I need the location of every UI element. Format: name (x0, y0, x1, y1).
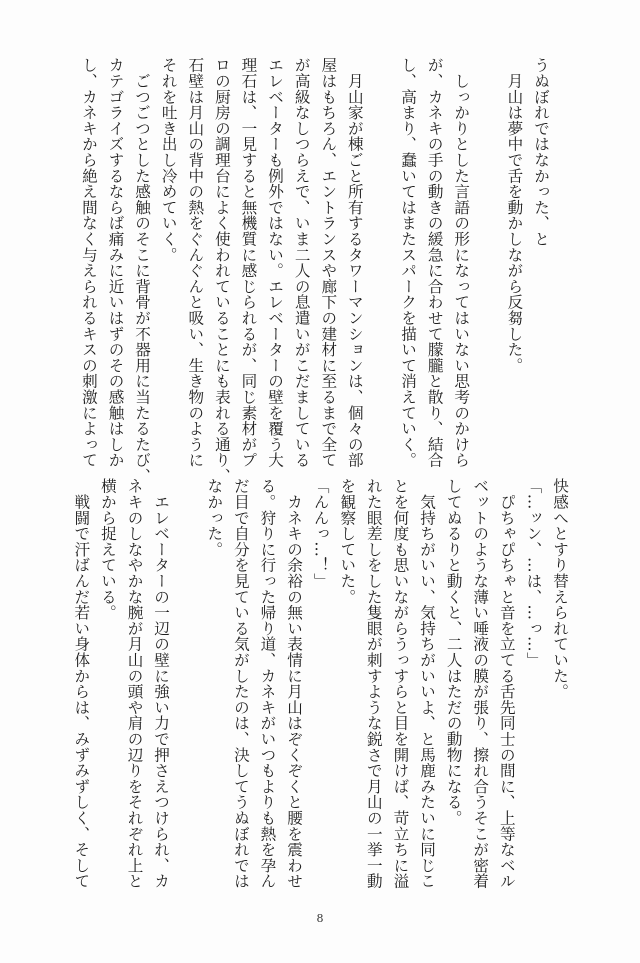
text-block-bottom (68, 478, 573, 889)
text-line: る。狩りに行った帰り道、カネキがいつもよりも熱を孕ん (258, 478, 277, 889)
text-line: が高級なしつらえで、いま二人の息遣いがこだましている (292, 57, 311, 468)
text-line: エレベーターの一辺の壁に強い力で押さえつけられ、カ (152, 478, 171, 889)
text-line: エレベーターも例外ではない。エレベーターの壁を覆う大 (266, 57, 285, 468)
text-line: 「…ッン、…は、…っ…」 (524, 478, 543, 668)
text-line: が、カネキの手の動きの緩急に合わせて朦朧と散り、結合 (425, 57, 444, 468)
text-line: それを吐き出し冷めていく。 (159, 57, 178, 263)
text-line: ロの厨房の調理台によく使われていることにも表れる通り、 (212, 57, 231, 484)
text-line: ベットのような薄い唾液の膜が張り、擦れ合うそこが密着 (471, 478, 490, 889)
text-line: 快感へとすり替えられていた。 (551, 478, 569, 700)
text-line: カネキの余裕の無い表情に月山はぞくぞくと腰を震わせ (285, 478, 304, 889)
text-block-top (75, 57, 554, 484)
text-line (174, 478, 201, 878)
text-line: しっかりとした言語の形になってはいない思考のかけら (452, 57, 471, 468)
text-line: 気持ちがいい、気持ちがいいよ、と馬鹿みたいに同じこ (418, 478, 437, 889)
text-line (368, 57, 395, 457)
text-line: 屋はもちろん、エントランスや廊下の建材に至るまで全て (319, 57, 338, 468)
page-number: 8 (316, 912, 324, 925)
text-line: し、高まり、蠢いてはまたスパークを描いて消えていく。 (399, 57, 418, 468)
text-line: 戦闘で汗ばんだ若い身体からは、みずみずしく、そして (72, 478, 91, 889)
text-line: 「んんっ…！」 (311, 478, 330, 589)
text-line: ネキのしなやかな腕が月山の頭や肩の辺りをそれぞれ上と (125, 478, 144, 889)
text-line: してぬるりと動くと、二人はただの動物になる。 (444, 478, 463, 826)
text-line: 理石は、一見すると無機質に感じられるが、同じ素材がプ (239, 57, 258, 468)
text-line: うぬぼれではなかった、と (532, 57, 550, 247)
text-line: だ目で自分を見ている気がしたのは、決してうぬぼれでは (231, 478, 250, 889)
text-line: ごつごつとした感触のそこに背骨が不器用に当たるたび、 (133, 57, 152, 484)
text-line (474, 57, 501, 457)
text-line: 月山は夢中で舌を動かしながら反芻した。 (505, 57, 524, 373)
text-line: れた眼差しをした隻眼が刺すような鋭さで月山の一挙一動 (364, 478, 383, 889)
text-line: し、カネキから絶え間なく与えられるキスの刺激によって (79, 57, 98, 468)
text-line: を観察していた。 (338, 478, 357, 605)
text-line: 横から捉えている。 (98, 478, 117, 621)
text-line: 月山家が棟ごと所有するタワーマンションは、個々の部 (345, 57, 364, 468)
text-line: とを何度も思いながらうっすらと目を開けば、苛立ちに溢 (391, 478, 410, 889)
text-line: 石壁は月山の背中の熱をぐんぐんと吸い、生き物のように (186, 57, 205, 468)
text-line: ぴちゃぴちゃと音を立てる舌先同士の間に、上等なベル (497, 478, 516, 889)
text-line: カテゴライズするならば痛みに近いはずのその感触はしか (106, 57, 125, 468)
text-line: なかった。 (205, 478, 224, 557)
